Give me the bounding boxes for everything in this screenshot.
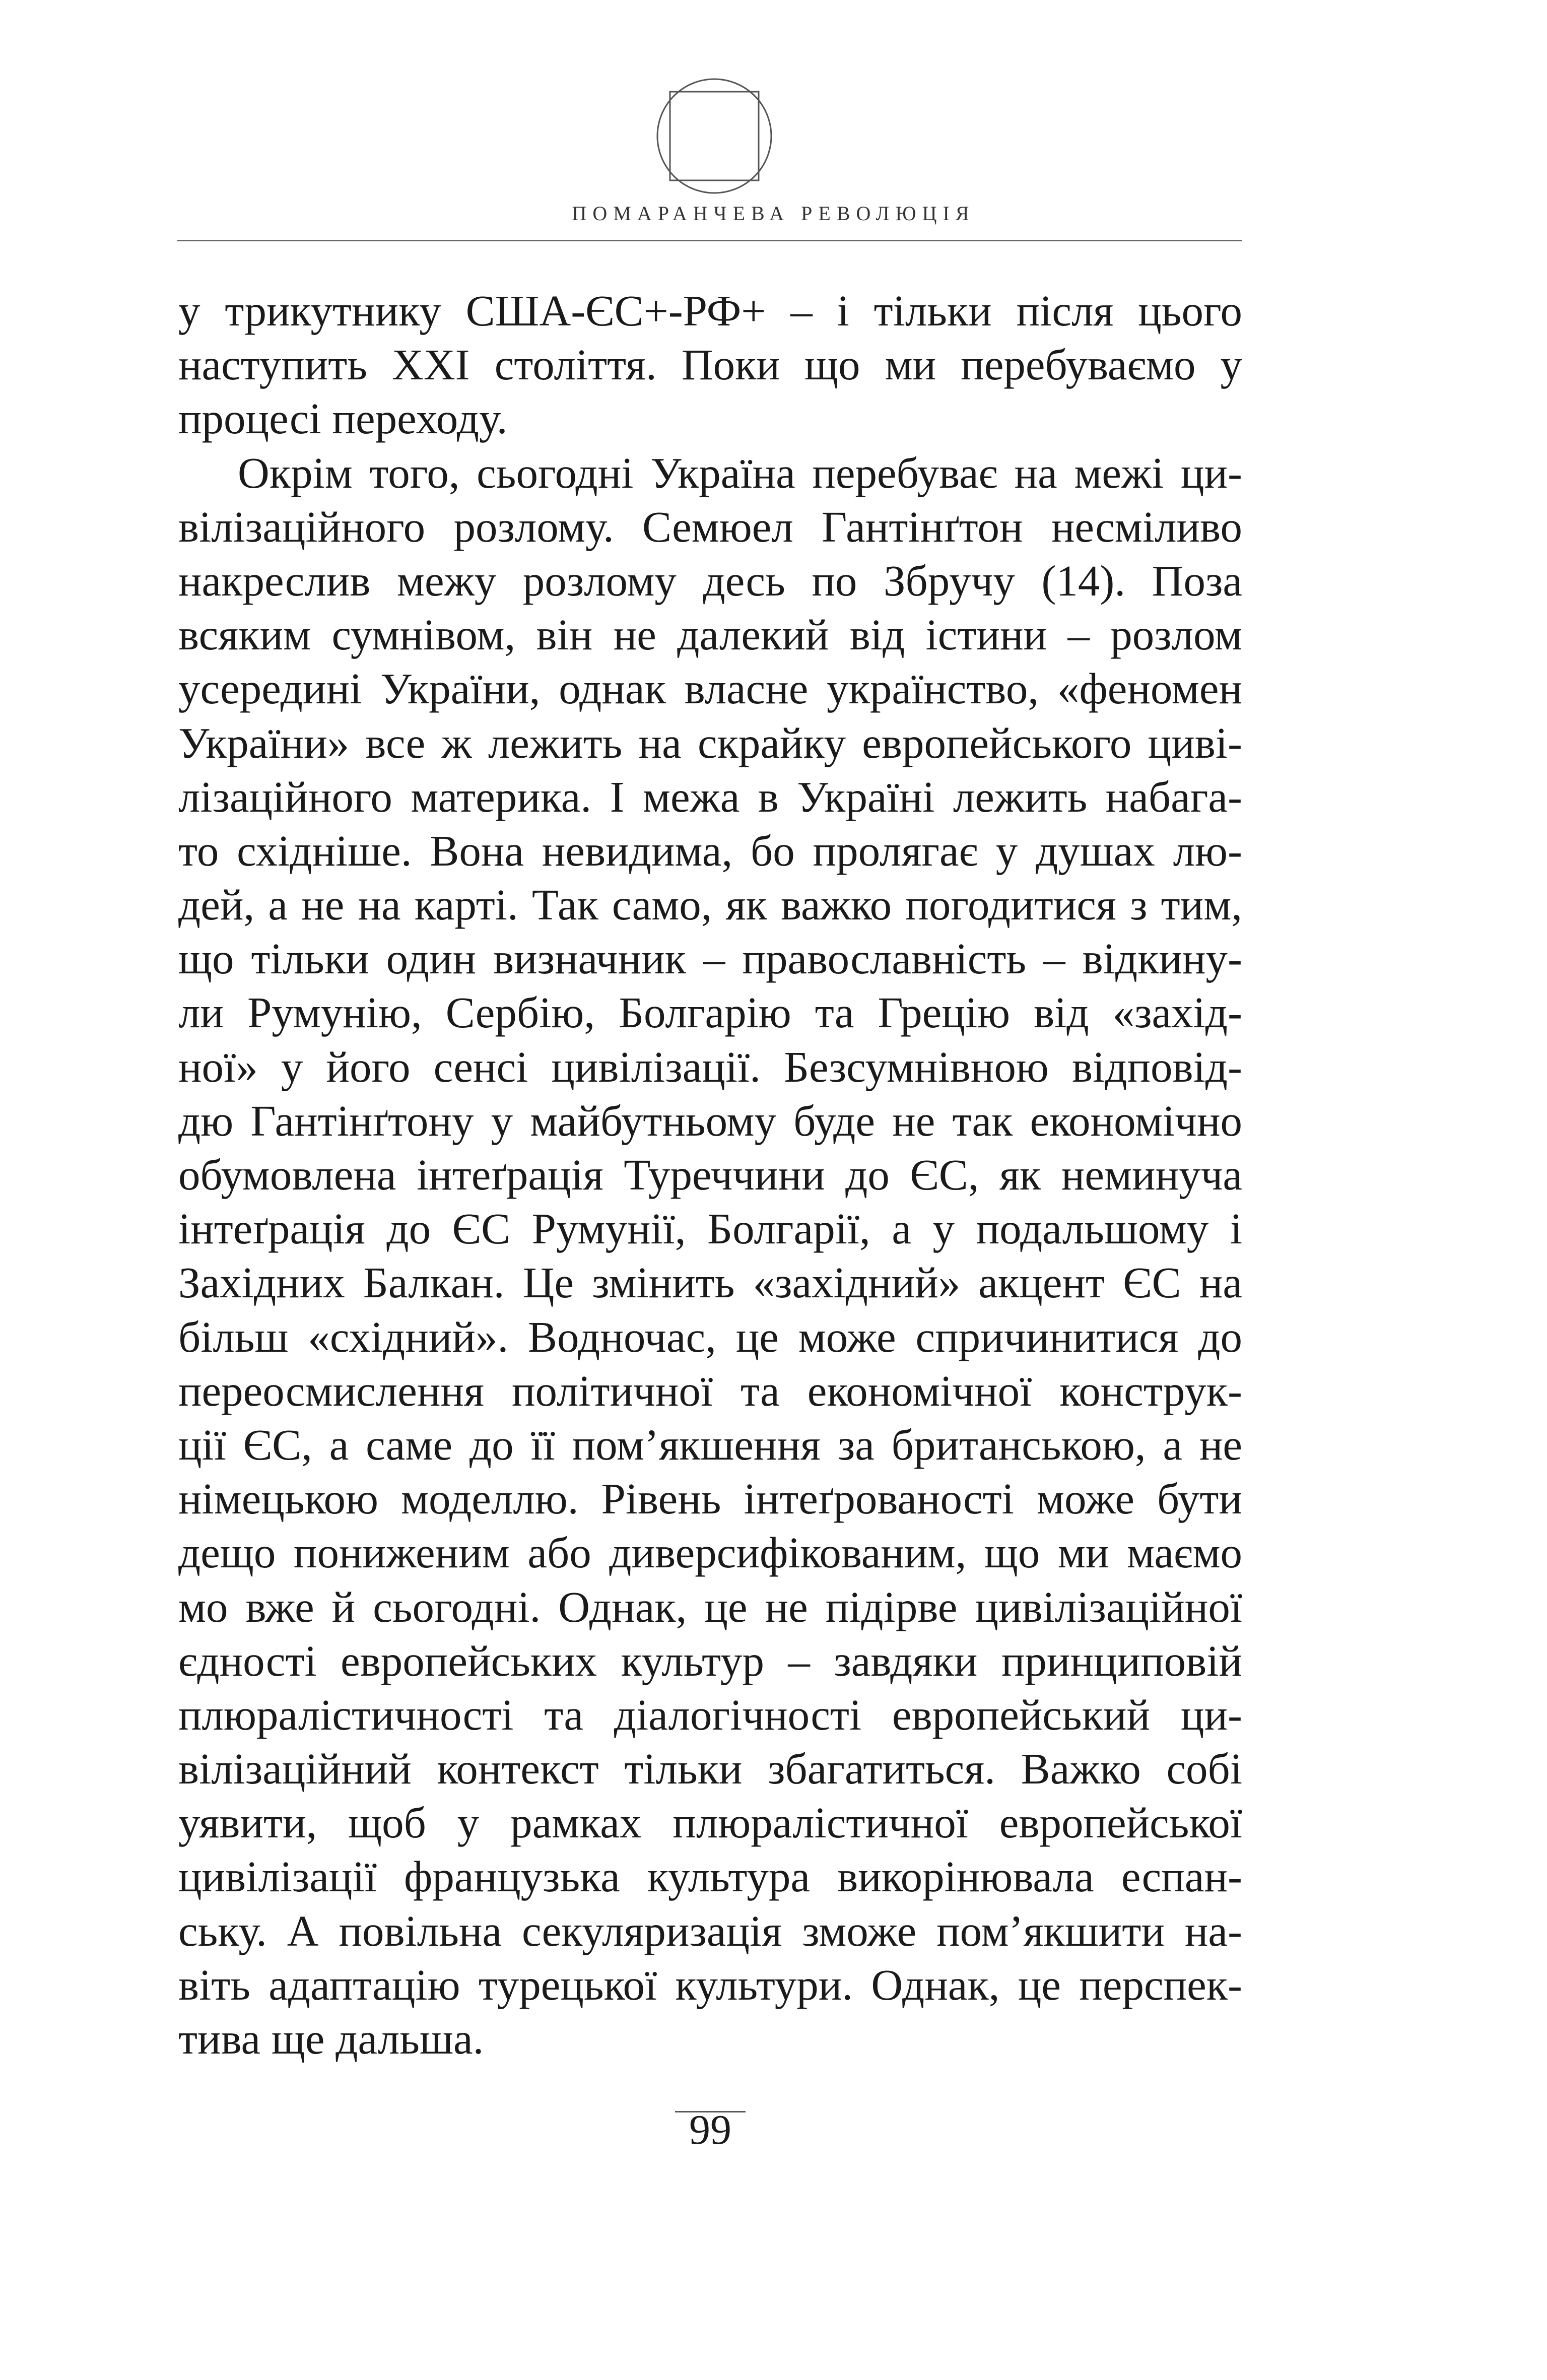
- text-line: більш «східний». Водночас, це може спричинитися до: [178, 1312, 1242, 1361]
- text-line: що тільки один визначник – православність – відкину-: [178, 934, 1242, 983]
- text-line: лізаційного материка. І межа в Україні лежить набага-: [178, 772, 1242, 821]
- text-line: єдності европейських культур – завдяки принциповій: [178, 1636, 1242, 1685]
- text-line: ську. А повільна секуляризація зможе пом’якшити на-: [178, 1906, 1242, 1955]
- text-line: то східніше. Вона невидима, бо пролягає у душах лю-: [178, 826, 1242, 875]
- text-line: Західних Балкан. Це змінить «західний» акцент ЄС на: [178, 1258, 1242, 1307]
- header-divider: [177, 240, 1242, 241]
- text-line: обумовлена інтеґрація Туреччини до ЄС, як неминуча: [178, 1150, 1242, 1199]
- text-line: ли Румунію, Сербію, Болгарію та Грецію від «захід-: [178, 988, 1242, 1037]
- running-title: ПОМАРАНЧЕВА РЕВОЛЮЦІЯ: [572, 202, 975, 225]
- text-line: мо вже й сьогодні. Однак, це не підірве цивілізаційної: [178, 1582, 1242, 1631]
- text-line: у трикутнику США-ЄС+-РФ+ – і тільки після цього: [178, 286, 1242, 335]
- text-line: процесі переходу.: [178, 394, 508, 443]
- text-line: України» все ж лежить на скрайку европейського циві-: [178, 718, 1242, 767]
- circle-square-emblem-icon: [654, 76, 775, 196]
- text-line: віть адаптацію турецької культури. Однак, це перспек-: [178, 1960, 1242, 2009]
- text-line: дей, а не на карті. Так само, як важко погодитися з тим,: [178, 880, 1242, 930]
- page-number: 99: [689, 2106, 731, 2153]
- text-line: тива ще дальша.: [178, 2014, 484, 2063]
- text-line: всяким сумнівом, він не далекий від істини – розлом: [178, 610, 1242, 659]
- text-line: наступить XXI століття. Поки що ми перебуваємо у: [178, 340, 1242, 389]
- text-line: Окрім того, сьогодні Україна перебуває на межі ци-: [238, 448, 1242, 497]
- text-line: цивілізації французька культура викорінювала еспан-: [178, 1852, 1242, 1901]
- text-line: дещо пониженим або диверсифікованим, що ми маємо: [178, 1528, 1242, 1577]
- text-line: уявити, щоб у рамках плюралістичної европейської: [178, 1798, 1242, 1847]
- text-line: дю Гантінґтону у майбутньому буде не так економічно: [178, 1096, 1242, 1145]
- text-line: інтеґрація до ЄС Румунії, Болгарії, а у подальшому і: [178, 1204, 1242, 1253]
- text-line: вілізаційний контекст тільки збагатиться. Важко собі: [178, 1744, 1242, 1794]
- text-line: вілізаційного розлому. Семюел Гантінґтон несміливо: [178, 502, 1242, 551]
- text-line: ної» у його сенсі цивілізації. Безсумнівною відповід-: [178, 1042, 1242, 1091]
- text-line: ції ЄС, а саме до її пом’якшення за британською, а не: [178, 1420, 1242, 1469]
- text-line: переосмислення політичної та економічної конструк-: [178, 1366, 1242, 1415]
- text-line: німецькою моделлю. Рівень інтеґрованості може бути: [178, 1474, 1242, 1524]
- text-line: плюралістичності та діалогічності европейський ци-: [178, 1690, 1242, 1739]
- text-line: усередині України, однак власне українство, «феномен: [178, 664, 1242, 713]
- page-body-text: [178, 284, 1242, 2066]
- text-line: накреслив межу розлому десь по Збручу (14). Поза: [178, 556, 1242, 605]
